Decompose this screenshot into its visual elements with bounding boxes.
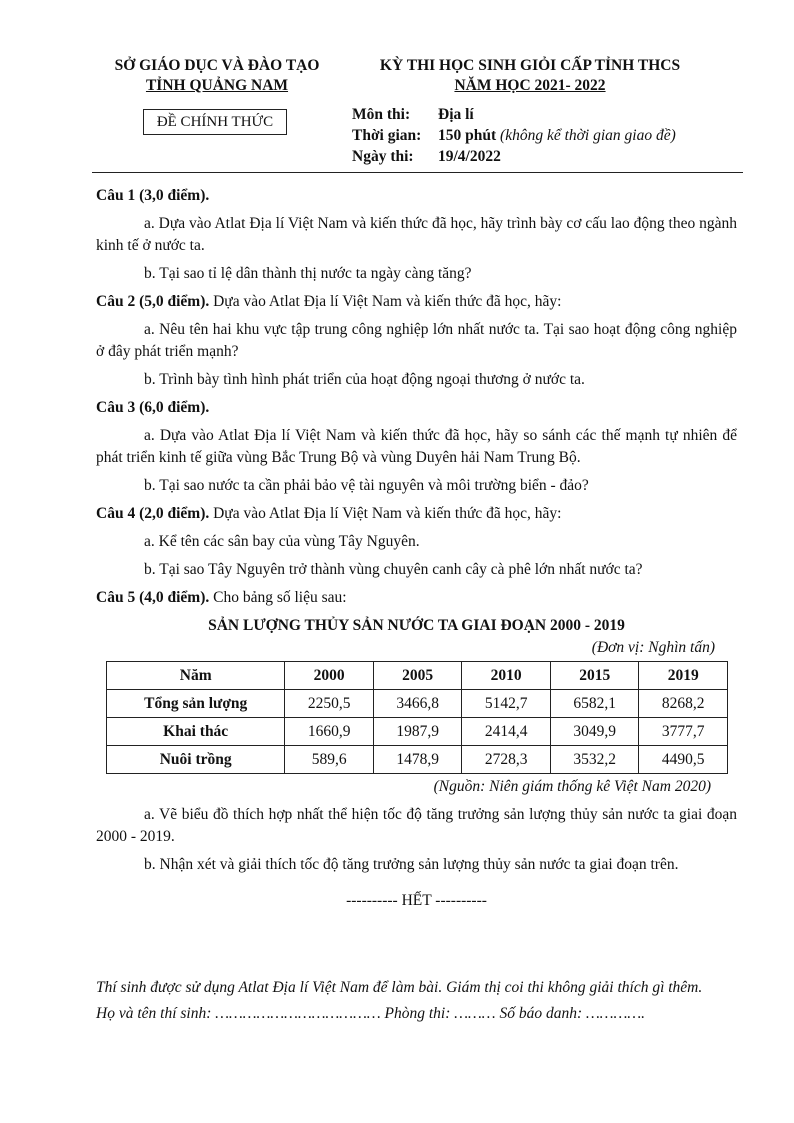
table-row bbox=[107, 718, 728, 746]
exam-title: KỲ THI HỌC SINH GIỎI CẤP TỈNH THCS bbox=[379, 57, 681, 74]
school-year-text: NĂM HỌC 2021- 2022 bbox=[454, 77, 606, 94]
footer-note: Thí sinh được sử dụng Atlat Địa lí Việt Nam để làm bài. Giám thị coi thi không giải thích gì thêm. bbox=[96, 979, 703, 996]
header-cell: Năm bbox=[107, 662, 285, 690]
table-cell: 1987,9 bbox=[373, 718, 462, 746]
fishery-table bbox=[106, 661, 728, 774]
question-1a: a. Dựa vào Atlat Địa lí Việt Nam và kiến thức đã học, hãy trình bày cơ cấu lao động theo ngành kinh tế ở nước ta. bbox=[96, 215, 737, 254]
header-cell: 2015 bbox=[550, 662, 639, 690]
table-cell: 3049,9 bbox=[550, 718, 639, 746]
subject-value bbox=[438, 104, 474, 125]
date-value bbox=[438, 146, 501, 167]
question-1-heading: Câu 1 (3,0 điểm). bbox=[96, 187, 210, 204]
issuer-province-text: TỈNH QUẢNG NAM bbox=[145, 77, 289, 94]
question-3b: b. Tại sao nước ta cần phải bảo vệ tài nguyên và môi trường biển - đảo? bbox=[144, 477, 589, 494]
exam-title-block bbox=[345, 56, 715, 96]
table-cell: 3532,2 bbox=[550, 746, 639, 774]
question-5-intro: Cho bảng số liệu sau: bbox=[209, 589, 347, 606]
table-cell: 1478,9 bbox=[373, 746, 462, 774]
question-3-heading: Câu 3 (6,0 điểm). bbox=[96, 399, 210, 416]
table-cell: 3466,8 bbox=[373, 690, 462, 718]
question-4-heading: Câu 4 (2,0 điểm). bbox=[96, 505, 210, 522]
time-row bbox=[352, 125, 676, 146]
time-label: Thời gian: bbox=[352, 127, 422, 144]
question-2b: b. Trình bày tình hình phát triển của hoạt động ngoại thương ở nước ta. bbox=[144, 371, 585, 388]
subject-value-text: Địa lí bbox=[438, 106, 474, 123]
table-row bbox=[107, 746, 728, 774]
header-cell: 2000 bbox=[285, 662, 374, 690]
table-cell: 4490,5 bbox=[639, 746, 728, 774]
question-2-title bbox=[96, 291, 737, 313]
table-title: SẢN LƯỢNG THỦY SẢN NƯỚC TA GIAI ĐOẠN 2000 - 2019 bbox=[208, 617, 625, 634]
table-cell: 6582,1 bbox=[550, 690, 639, 718]
question-5b: b. Nhận xét và giải thích tốc độ tăng trưởng sản lượng thủy sản nước ta giai đoạn trên. bbox=[144, 856, 679, 873]
official-stamp: ĐỀ CHÍNH THỨC bbox=[143, 109, 287, 135]
end-mark: ---------- HẾT ---------- bbox=[346, 892, 487, 909]
subject-label: Môn thi: bbox=[352, 106, 411, 123]
question-4b: b. Tại sao Tây Nguyên trở thành vùng chuyên canh cây cà phê lớn nhất nước ta? bbox=[144, 561, 643, 578]
header-cell: 2005 bbox=[373, 662, 462, 690]
table-cell: 3777,7 bbox=[639, 718, 728, 746]
date-label: Ngày thi: bbox=[352, 148, 414, 165]
table-source: (Nguồn: Niên giám thống kê Việt Nam 2020) bbox=[433, 778, 711, 795]
candidate-info-line: Họ và tên thí sinh: ……………………………… Phòng thi: ……… Số báo danh: …………. bbox=[96, 1005, 646, 1022]
exam-meta bbox=[352, 104, 676, 167]
time-value-text: 150 phút bbox=[438, 127, 497, 144]
footer bbox=[96, 975, 737, 1027]
date-row bbox=[352, 146, 676, 167]
issuer-block bbox=[92, 56, 342, 96]
table-cell: 2414,4 bbox=[462, 718, 551, 746]
header-cell: 2019 bbox=[639, 662, 728, 690]
date-value-text: 19/4/2022 bbox=[438, 148, 501, 165]
table-cell: 2250,5 bbox=[285, 690, 374, 718]
table-unit: (Đơn vị: Nghìn tấn) bbox=[591, 639, 715, 656]
issuer-province bbox=[92, 76, 342, 96]
question-1-title bbox=[96, 185, 737, 207]
table-cell: 1660,9 bbox=[285, 718, 374, 746]
question-2-heading: Câu 2 (5,0 điểm). bbox=[96, 293, 210, 310]
table-cell: 2728,3 bbox=[462, 746, 551, 774]
issuer-department: SỞ GIÁO DỤC VÀ ĐÀO TẠO bbox=[114, 57, 320, 74]
time-value bbox=[438, 125, 676, 146]
header-divider bbox=[92, 172, 743, 173]
header-cell: 2010 bbox=[462, 662, 551, 690]
table-row bbox=[107, 690, 728, 718]
question-5-title bbox=[96, 587, 737, 609]
table-cell: 8268,2 bbox=[639, 690, 728, 718]
subject-row bbox=[352, 104, 676, 125]
question-4-intro: Dựa vào Atlat Địa lí Việt Nam và kiến thức đã học, hãy: bbox=[209, 505, 562, 522]
question-2-intro: Dựa vào Atlat Địa lí Việt Nam và kiến thức đã học, hãy: bbox=[209, 293, 562, 310]
question-4-title bbox=[96, 503, 737, 525]
row-label: Tổng sản lượng bbox=[107, 690, 285, 718]
table-cell: 5142,7 bbox=[462, 690, 551, 718]
question-5a: a. Vẽ biểu đồ thích hợp nhất thể hiện tốc độ tăng trưởng sản lượng thủy sản nước ta giai đoạn 2000 - 2019. bbox=[96, 806, 737, 845]
question-4a: a. Kể tên các sân bay của vùng Tây Nguyên. bbox=[144, 533, 420, 550]
table-header-row bbox=[107, 662, 728, 690]
row-label: Nuôi trồng bbox=[107, 746, 285, 774]
time-note: (không kể thời gian giao đề) bbox=[500, 127, 676, 144]
exam-body bbox=[96, 185, 737, 912]
row-label: Khai thác bbox=[107, 718, 285, 746]
table-cell: 589,6 bbox=[285, 746, 374, 774]
question-5-heading: Câu 5 (4,0 điểm). bbox=[96, 589, 210, 606]
school-year bbox=[345, 76, 715, 96]
question-2a: a. Nêu tên hai khu vực tập trung công nghiệp lớn nhất nước ta. Tại sao hoạt động công nghiệp ở đây phát triển mạnh? bbox=[96, 321, 737, 360]
question-3-title bbox=[96, 397, 737, 419]
question-3a: a. Dựa vào Atlat Địa lí Việt Nam và kiến thức đã học, hãy so sánh các thế mạnh tự nhiên để phát triển kinh tế giữa vùng Bắc Trung Bộ và vùng Duyên hải Nam Trung Bộ. bbox=[96, 427, 737, 466]
question-1b: b. Tại sao tỉ lệ dân thành thị nước ta ngày càng tăng? bbox=[144, 265, 472, 282]
